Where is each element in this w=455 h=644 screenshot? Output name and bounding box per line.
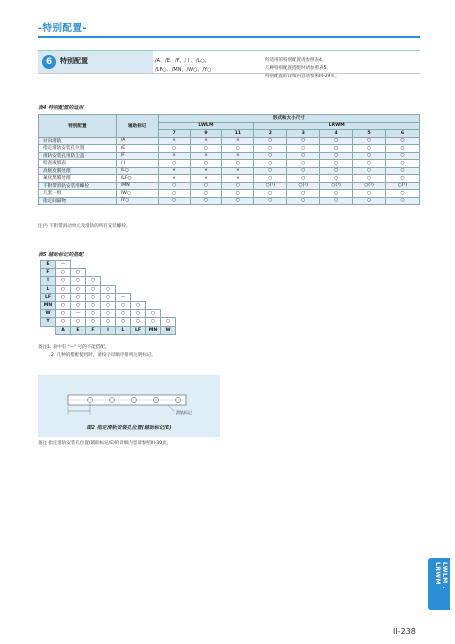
availability-cell: ○ [254,175,287,183]
combo-cell: ○ [86,310,101,318]
availability-cell: ○ [320,160,353,168]
combo-col-label: A [56,326,71,334]
availability-cell: ○ [320,175,353,183]
size-header: 3 [287,130,320,138]
combo-empty [146,261,161,269]
availability-cell: ○(¹) [353,182,386,190]
combo-row [41,301,176,309]
availability-cell: ○ [353,160,386,168]
table5-notes [38,344,156,360]
special-config-table [38,114,420,205]
table-row [39,167,420,175]
config-code: /L○ [116,167,158,175]
combo-cell: ○ [116,301,131,309]
combo-empty [146,277,161,285]
combo-cell: ○ [56,285,71,293]
combo-cell: ○ [101,301,116,309]
combo-col-label: E [71,326,86,334]
availability-cell: ○ [158,160,190,168]
combo-corner [41,326,56,334]
availability-cell: ○ [287,175,320,183]
availability-cell: ○(¹) [287,182,320,190]
col-header-code: 辅助标记 [116,115,158,138]
table-row [39,145,420,153]
combo-row-label: MN [41,301,56,309]
availability-cell: ○ [353,197,386,205]
availability-cell: ○ [287,167,320,175]
combo-empty [131,293,146,301]
availability-cell: ○ [158,197,190,205]
combo-row-label: Y [41,318,56,326]
combo-cell: ○ [56,269,71,277]
combo-row [41,318,176,326]
size-header: 11 [222,130,254,138]
config-name: 氟化黑膜处理 [39,175,117,183]
combo-cell: ○ [101,293,116,301]
combo-empty [116,261,131,269]
combo-cell: ○ [71,293,86,301]
availability-cell: ○ [320,152,353,160]
leader-line [168,405,174,411]
combo-cell: ○ [71,277,86,285]
combo-cell: ○ [86,277,101,285]
combo-cell: ○ [146,318,161,326]
availability-cell: ○ [254,190,287,198]
availability-cell: ○ [287,137,320,145]
table5-caption: 表5 辅助标记的搭配 [38,252,84,258]
availability-cell: × [222,175,254,183]
availability-cell: ○(¹) [254,182,287,190]
figure-note: 备注 指定滑轨安装孔位置(辅助标记/E)的详细内容请参照III-30页。 [38,441,172,446]
availability-cell: ○ [254,145,287,153]
combo-col-label: MN [146,326,161,334]
availability-cell: ○ [287,145,320,153]
combo-empty [161,261,176,269]
combo-empty [146,301,161,309]
availability-cell: ○ [190,182,222,190]
section-header [38,50,420,86]
config-code: /A [116,137,158,145]
col-header-size: 形式和大小尺寸 [158,115,419,123]
combo-empty [86,261,101,269]
col-header-config: 特别配置 [39,115,117,138]
combo-empty [161,285,176,293]
availability-cell: ○ [158,190,190,198]
combo-col-label: W [161,326,176,334]
combo-empty [116,277,131,285]
availability-cell: × [222,152,254,160]
col-header-lwlm: LWLM [158,122,254,130]
section-number-badge: 6 [42,55,56,69]
availability-cell: ○ [320,167,353,175]
config-name: 高级皮膜处理 [39,167,117,175]
availability-cell: × [158,175,190,183]
combo-col-label: L [116,326,131,334]
combo-empty [101,277,116,285]
combo-cell: ○ [56,293,71,301]
config-code: /W○ [116,190,158,198]
combo-empty [161,293,176,301]
page-header [38,20,420,34]
combo-cell: ○ [71,269,86,277]
combo-empty [146,269,161,277]
combo-row [41,285,176,293]
combo-empty [131,285,146,293]
table-row [39,190,420,198]
combo-row [41,269,176,277]
combo-cell: ○ [86,301,101,309]
availability-cell: ○ [254,167,287,175]
section-desc-line: 特别配置的详细内容请参照III-29页。 [265,74,340,79]
combo-col-header-row [41,326,176,334]
availability-cell: × [222,137,254,145]
config-code: /E [116,145,158,153]
combo-empty [161,277,176,285]
section-desc-line: 几种特别配置搭配时请参照表5。 [265,66,331,71]
table4-note: 注(¹) 不附带滑动单元及滑轨的所有安装螺栓。 [38,224,131,229]
config-code: /Y○ [116,197,158,205]
availability-cell: ○ [353,167,386,175]
combo-empty [131,261,146,269]
availability-cell: ○ [385,175,419,183]
rail-drawing [38,375,220,421]
combo-empty [161,310,176,318]
config-code: /LF○ [116,175,158,183]
combo-empty [161,269,176,277]
combo-cell: — [71,310,86,318]
combo-empty [146,285,161,293]
availability-cell: ○ [190,197,222,205]
availability-cell: ○ [320,137,353,145]
availability-cell: ○ [385,167,419,175]
availability-cell: ○ [353,145,386,153]
combo-row-label: E [41,261,56,269]
combo-cell: ○ [86,293,101,301]
combo-row-label: LF [41,293,56,301]
combo-col-label: LF [131,326,146,334]
combo-row [41,277,176,285]
combo-cell: ○ [86,318,101,326]
combo-cell: ○ [146,310,161,318]
combo-cell: ○ [71,285,86,293]
availability-cell: × [190,137,222,145]
combo-cell: ○ [56,318,71,326]
combo-empty [116,285,131,293]
side-index-tab[interactable] [428,558,450,610]
config-name: 滑轨安装孔用防尘盖 [39,152,117,160]
section-desc-line: 所适用的特别配置请参照表4。 [265,58,327,63]
availability-cell: ○ [222,197,254,205]
col-header-lwrm: LRWM [254,122,420,130]
table-row [39,182,420,190]
availability-cell: ○ [287,197,320,205]
config-code: /F [116,152,158,160]
combo-cell: ○ [71,301,86,309]
table5-note-2: 2. 几种的搭配使用时，请按字母顺序排列注明标记。 [51,353,156,358]
combo-empty [131,269,146,277]
combo-cell: ○ [101,285,116,293]
combo-empty [146,293,161,301]
size-header: 6 [385,130,419,138]
section-title: 特别配置 [60,57,88,65]
availability-cell: ○ [190,190,222,198]
availability-cell: ○ [385,152,419,160]
table-row [39,175,420,183]
availability-cell: ○ [353,137,386,145]
availability-cell: × [222,167,254,175]
availability-cell: ○ [353,152,386,160]
combo-row-label: W [41,310,56,318]
availability-cell: ○ [254,160,287,168]
combo-row-label: F [41,269,56,277]
combo-cell: ○ [71,318,86,326]
availability-cell: × [158,137,190,145]
config-name: 几套一组 [39,190,117,198]
combo-cell: ○ [161,318,176,326]
combo-row-label: I [41,277,56,285]
availability-cell: ○ [190,160,222,168]
availability-cell: ○ [222,160,254,168]
table-row [39,152,420,160]
section-description [265,57,339,81]
table-row [39,137,420,145]
combo-col-label: I [101,326,116,334]
config-name: 检查成绩表 [39,160,117,168]
side-tab-label: LWLM . LRWM [434,562,448,590]
availability-cell: ○ [320,145,353,153]
combo-empty [161,301,176,309]
combo-cell: ○ [101,318,116,326]
combo-col-label: F [86,326,101,334]
availability-cell: × [190,175,222,183]
availability-cell: × [190,152,222,160]
combo-cell: ○ [56,301,71,309]
combo-cell: ○ [131,301,146,309]
table-row [39,197,420,205]
combo-cell: — [56,261,71,269]
section-codes-line: /A、/E、/F、/ I 、/L○、 [155,58,210,64]
availability-cell: ○ [385,137,419,145]
size-header: 7 [158,130,190,138]
availability-cell: ○ [158,145,190,153]
availability-cell: × [190,167,222,175]
combo-row-label: L [41,285,56,293]
combo-cell: ○ [101,310,116,318]
availability-cell: ○ [287,152,320,160]
combo-cell: ○ [116,310,131,318]
combo-row [41,261,176,269]
table5-note-1: 备注1. 表中有 "—" 号的不能搭配。 [38,345,110,350]
availability-cell: × [158,152,190,160]
header-rule [38,36,420,38]
section-codes-line: /LF○、/MN、/W○、/Y○ [155,67,212,73]
config-code: / I [116,160,158,168]
availability-cell: ○ [254,152,287,160]
size-header: 5 [353,130,386,138]
availability-cell: ○(¹) [385,182,419,190]
availability-cell: ○ [353,190,386,198]
size-header: 2 [254,130,287,138]
size-header: 4 [320,130,353,138]
size-header: 9 [190,130,222,138]
combo-cell: — [116,293,131,301]
availability-cell: ○ [385,160,419,168]
config-name: 对向滑轨 [39,137,117,145]
combo-cell: ○ [56,310,71,318]
combo-empty [101,269,116,277]
page-number: II-238 [393,627,416,636]
page-header-title: -特别配置- [38,23,87,34]
config-name: 指定滑轨安装孔位置 [39,145,117,153]
availability-cell: ○ [353,175,386,183]
availability-cell: ○ [320,197,353,205]
combo-empty [86,269,101,277]
availability-cell: ○ [222,182,254,190]
availability-cell: ○ [254,137,287,145]
availability-cell: ○ [287,190,320,198]
config-name: 指定间隔物 [39,197,117,205]
combo-cell: ○ [116,318,131,326]
combo-empty [116,269,131,277]
availability-cell: × [158,167,190,175]
combo-cell: ○ [56,277,71,285]
availability-cell: ○ [287,160,320,168]
table-row [39,160,420,168]
section-divider [38,73,420,74]
rail-label: 滑轨标记 [176,410,192,415]
combo-empty [101,261,116,269]
availability-cell: ○(¹) [320,182,353,190]
availability-cell: ○ [190,145,222,153]
combo-row [41,310,176,318]
availability-cell: ○ [320,190,353,198]
combo-row [41,293,176,301]
availability-cell: ○ [254,197,287,205]
combo-cell: ○ [131,318,146,326]
availability-cell: ○ [385,190,419,198]
availability-cell: ○ [385,145,419,153]
combo-cell: ○ [131,310,146,318]
combo-empty [71,261,86,269]
availability-cell: ○ [158,182,190,190]
availability-cell: ○ [222,145,254,153]
table4-caption: 表4 特别配置的适用 [38,105,84,111]
combination-table [40,260,176,335]
availability-cell: ○ [222,190,254,198]
combo-cell: ○ [86,285,101,293]
figure-caption: 图2 指定滑轨安装孔位置(辅助标记/E) [86,425,172,431]
config-code: /MN [116,182,158,190]
availability-cell: ○ [385,197,419,205]
config-name: 不附带滑轨安装用螺栓 [39,182,117,190]
combo-empty [131,277,146,285]
